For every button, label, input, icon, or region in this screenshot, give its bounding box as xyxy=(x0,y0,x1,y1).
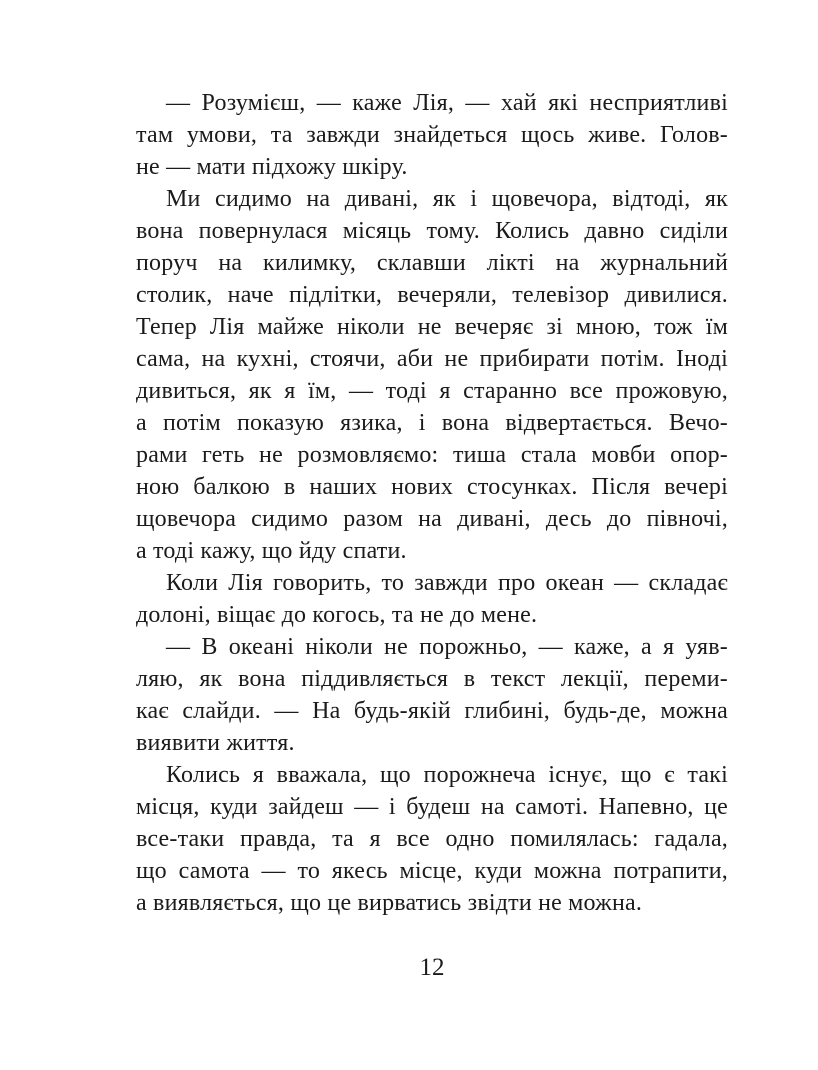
text-line: кає слайди. — На будь-якій глибині, будь-де, можна xyxy=(136,698,728,724)
text-line: там умови, та завжди знайдеться щось живе. Голов- xyxy=(136,122,728,148)
text-line: — Розумієш, — каже Лія, — хай які несприятливі xyxy=(166,90,728,116)
text-line: місця, куди зайдеш — і будеш на самоті. Напевно, це xyxy=(136,794,728,820)
text-line: поруч на килимку, склавши лікті на журнальний xyxy=(136,250,728,276)
page-text xyxy=(136,87,728,919)
text-line: долоні, віщає до когось, та не до мене. xyxy=(136,602,538,628)
text-line: Коли Лія говорить, то завжди про океан — складає xyxy=(166,570,728,596)
text-line: не — мати підхожу шкіру. xyxy=(136,154,408,180)
text-line: рами геть не розмовляємо: тиша стала мовби опор- xyxy=(136,442,728,468)
text-line: столик, наче підлітки, вечеряли, телевізор дивилися. xyxy=(136,282,728,308)
text-line: що самота — то якесь місце, куди можна потрапити, xyxy=(136,858,728,884)
text-line: а потім показую язика, і вона відвертається. Вечо- xyxy=(136,410,728,436)
page-number: 12 xyxy=(419,954,445,981)
text-line: ляю, як вона піддивляється в текст лекції, переми- xyxy=(136,666,728,692)
text-line: Тепер Лія майже ніколи не вечеряє зі мною, тож їм xyxy=(136,314,728,340)
text-line: Ми сидимо на дивані, як і щовечора, відтоді, як xyxy=(166,186,728,212)
text-line: а виявляється, що це вирватись звідти не можна. xyxy=(136,890,643,916)
text-line: Колись я вважала, що порожнеча існує, що є такі xyxy=(166,762,728,788)
text-line: сама, на кухні, стоячи, аби не прибирати потім. Іноді xyxy=(136,346,728,372)
text-line: все-таки правда, та я все одно помилялась: гадала, xyxy=(136,826,728,852)
text-line: — В океані ніколи не порожньо, — каже, а я уяв- xyxy=(166,634,728,660)
text-line: дивиться, як я їм, — тоді я старанно все прожовую, xyxy=(136,378,728,404)
text-line: щовечора сидимо разом на дивані, десь до півночі, xyxy=(136,506,728,532)
text-line: а тоді кажу, що йду спати. xyxy=(136,538,407,564)
text-line: виявити життя. xyxy=(136,730,295,756)
text-line: ною балкою в наших нових стосунках. Після вечері xyxy=(136,474,728,500)
text-line: вона повернулася місяць тому. Колись давно сиділи xyxy=(136,218,728,244)
